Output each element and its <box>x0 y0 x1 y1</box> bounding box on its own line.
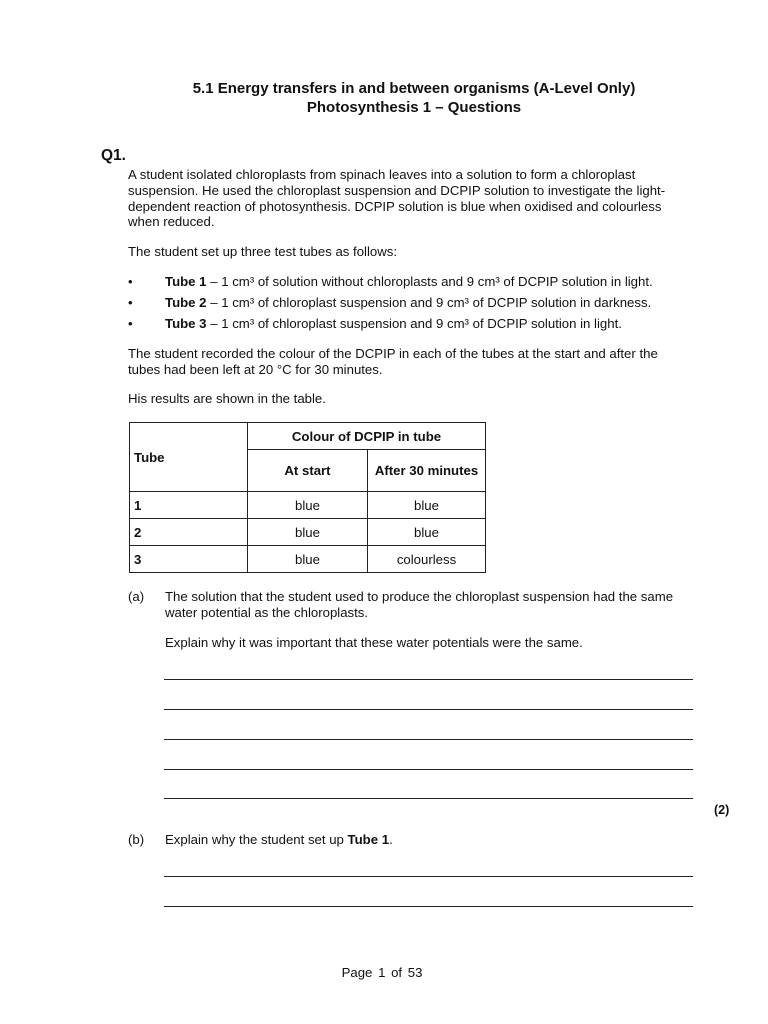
tube-list-item <box>128 274 728 295</box>
page-footer <box>0 965 764 980</box>
title-topic: 5.1 Energy transfers in and between organisms (A-Level Only) <box>192 80 636 97</box>
title-subtopic: Photosynthesis 1 – Questions <box>306 99 522 116</box>
header-at-start: At start <box>248 450 368 492</box>
cell-after: blue <box>368 519 486 546</box>
cell-start: blue <box>248 492 368 519</box>
cell-tube: 2 <box>130 519 248 546</box>
answer-line-a3[interactable] <box>164 739 693 740</box>
question-setup: The student set up three test tubes as follows: <box>128 244 398 259</box>
tube-label: Tube 3 <box>165 316 207 331</box>
answer-line-a2[interactable] <box>164 709 693 710</box>
question-recorded: The student recorded the colour of the DCPIP in each of the tubes at the start and after the tubes had been left at 20 °C for 30 minutes. <box>128 346 658 377</box>
part-b-suffix: . <box>389 832 393 847</box>
answer-line-a5[interactable] <box>164 798 693 799</box>
header-after-30: After 30 minutes <box>368 450 486 492</box>
cell-after: blue <box>368 492 486 519</box>
table-row <box>130 546 486 573</box>
tube-list-item <box>128 316 728 337</box>
cell-start: blue <box>248 546 368 573</box>
bullet-icon: • <box>128 316 133 331</box>
part-b-text <box>165 832 690 848</box>
answer-line-a4[interactable] <box>164 769 693 770</box>
tube-description: – 1 cm³ of chloroplast suspension and 9 cm³ of DCPIP solution in darkness. <box>206 295 652 310</box>
answer-line-b2[interactable] <box>164 906 693 907</box>
cell-start: blue <box>248 519 368 546</box>
bullet-icon: • <box>128 274 133 289</box>
header-colour-group: Colour of DCPIP in tube <box>248 423 486 450</box>
part-a-marks: (2) <box>714 803 730 817</box>
page-total: 53 <box>407 965 423 980</box>
part-b-prefix: Explain why the student set up <box>165 832 348 847</box>
part-a-text: The solution that the student used to produce the chloroplast suspension had the same water potential as the chloroplasts. <box>165 589 674 620</box>
cell-after: colourless <box>368 546 486 573</box>
tube-list <box>128 274 728 337</box>
page-label: Page <box>341 965 373 980</box>
results-table <box>129 422 486 573</box>
table-row <box>130 519 486 546</box>
question-intro: A student isolated chloroplasts from spinach leaves into a solution to form a chloroplast suspension. He used the chloroplast suspension and DCPIP solution to investigate the light-dependent reaction of photosynthesis. DCPIP solution is blue when oxidised and colourless when reduced. <box>128 167 666 230</box>
question-number: Q1. <box>101 147 126 164</box>
tube-label: Tube 1 <box>165 274 207 289</box>
bullet-icon: • <box>128 295 133 310</box>
answer-line-a1[interactable] <box>164 679 693 680</box>
answer-line-b1[interactable] <box>164 876 693 877</box>
cell-tube: 3 <box>130 546 248 573</box>
table-row <box>130 492 486 519</box>
tube-list-item <box>128 295 728 316</box>
cell-tube: 1 <box>130 492 248 519</box>
part-a-instruction: Explain why it was important that these water potentials were the same. <box>165 635 583 650</box>
tube-description: – 1 cm³ of solution without chloroplasts and 9 cm³ of DCPIP solution in light. <box>206 274 653 289</box>
question-results-intro: His results are shown in the table. <box>128 391 326 406</box>
tube-description: – 1 cm³ of chloroplast suspension and 9 cm³ of DCPIP solution in light. <box>206 316 622 331</box>
page-of: of <box>391 965 403 980</box>
part-a-label: (a) <box>128 589 145 604</box>
part-b-tube-ref: Tube 1 <box>347 832 390 847</box>
page-current: 1 <box>378 965 386 980</box>
header-tube: Tube <box>130 423 248 492</box>
tube-label: Tube 2 <box>165 295 207 310</box>
part-b-label: (b) <box>128 832 145 847</box>
